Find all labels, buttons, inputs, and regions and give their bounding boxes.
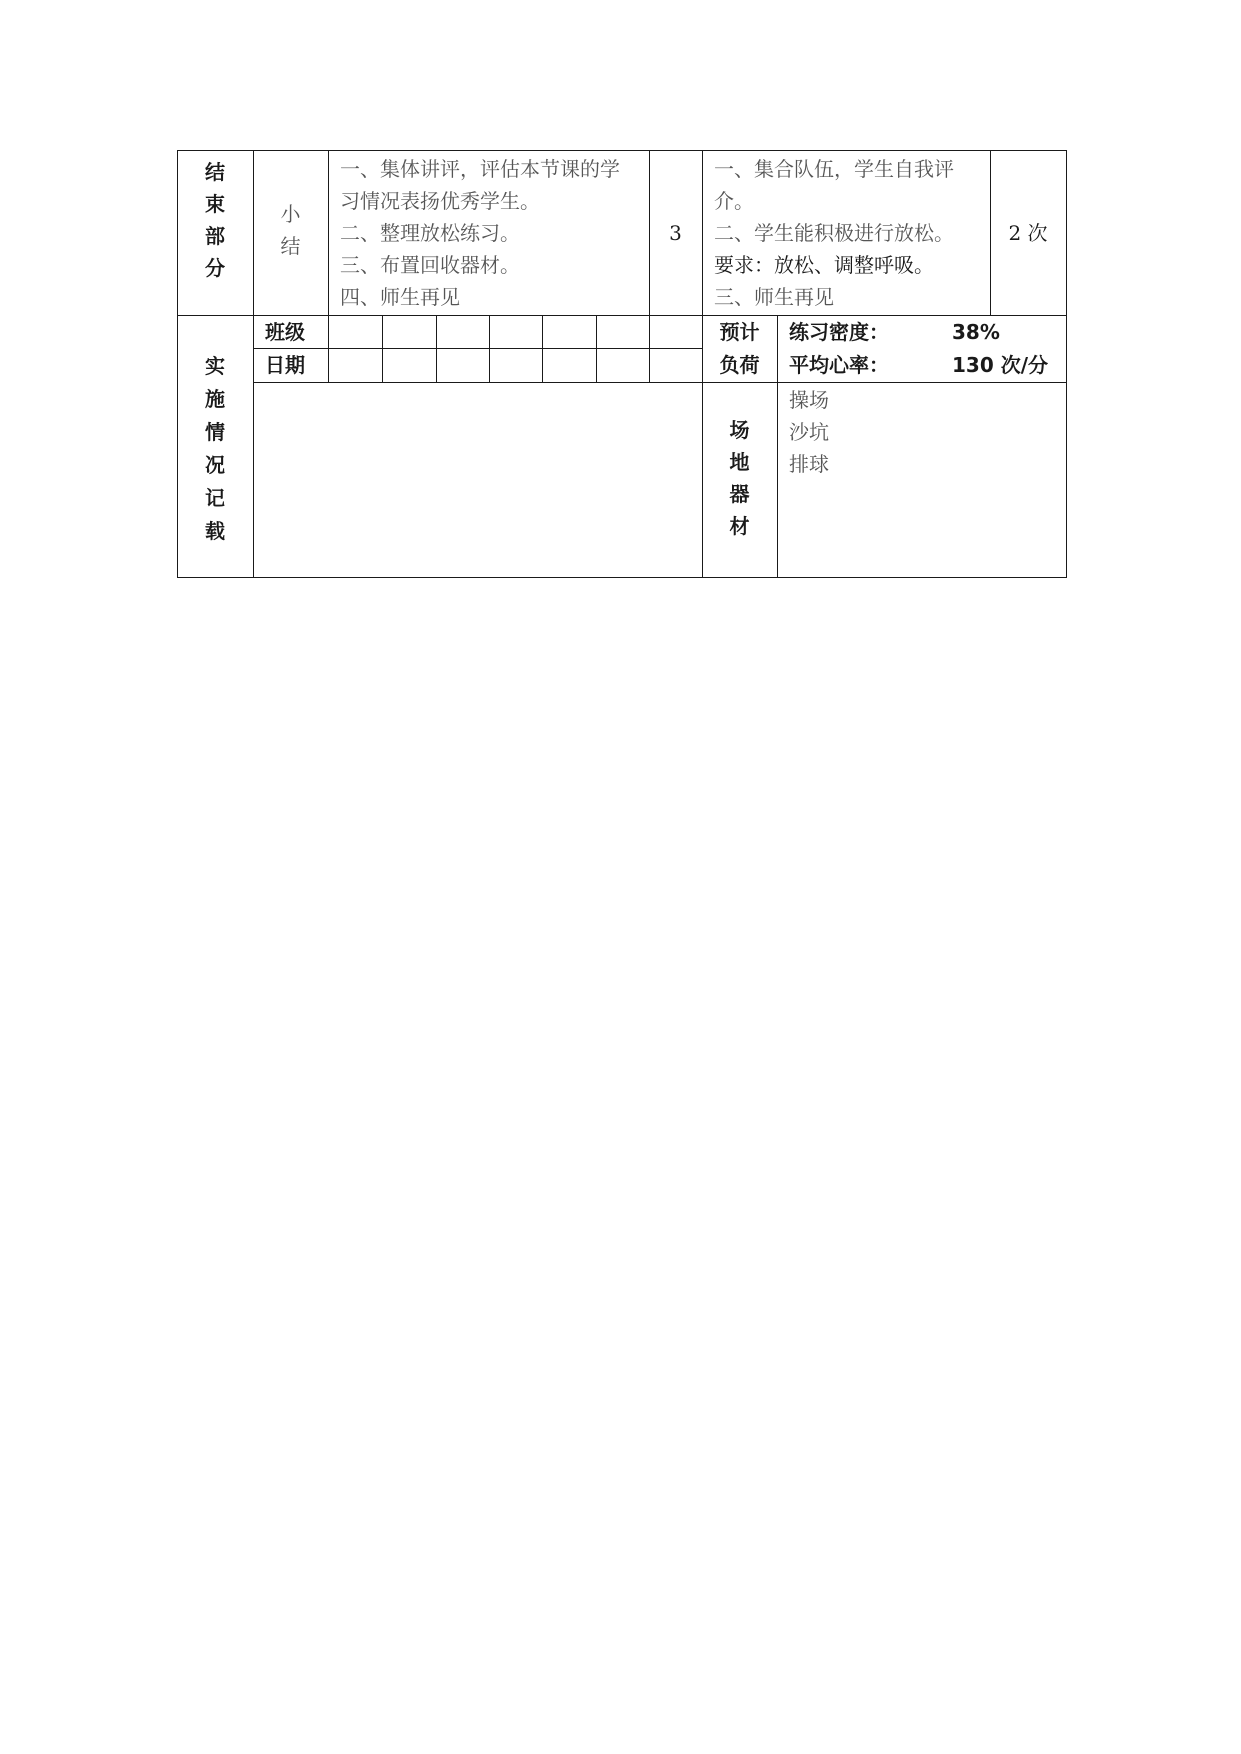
date-cell[interactable] — [490, 349, 542, 382]
heart-rate-value: 130 次/分 — [952, 353, 1049, 377]
class-label: 班级 — [265, 320, 305, 344]
student-content-line: 二、学生能积极进行放松。 — [714, 221, 954, 245]
venue-item: 排球 — [789, 452, 829, 476]
teacher-content-line: 一、集体讲评，评估本节课的学 — [340, 157, 620, 181]
teacher-content-line: 三、布置回收器材。 — [340, 253, 520, 277]
class-cell[interactable] — [650, 316, 702, 348]
teacher-content-line: 二、整理放松练习。 — [340, 221, 520, 245]
table-border-right — [1066, 150, 1067, 578]
student-content-line: 介。 — [714, 189, 754, 213]
column-divider-6 — [777, 315, 778, 578]
end-part-label: 结 束 部 分 — [205, 160, 225, 280]
class-cell[interactable] — [329, 316, 382, 348]
date-cell[interactable] — [437, 349, 489, 382]
class-cell[interactable] — [597, 316, 649, 348]
student-content-line: 一、集合队伍，学生自我评 — [714, 157, 954, 181]
record-label: 实 施 情 况 记 载 — [205, 354, 225, 543]
venue-label: 场 地 器 材 — [729, 418, 750, 538]
date-cell[interactable] — [383, 349, 436, 382]
class-cell[interactable] — [490, 316, 542, 348]
student-content-line: 要求：放松、调整呼吸。 — [714, 253, 934, 277]
density-value: 38% — [952, 320, 1000, 344]
class-cell[interactable] — [437, 316, 489, 348]
date-cell[interactable] — [650, 349, 702, 382]
date-cell[interactable] — [543, 349, 596, 382]
repetitions: 2 次 — [1008, 221, 1048, 245]
date-cell[interactable] — [329, 349, 382, 382]
density-label: 练习密度： — [789, 320, 889, 344]
load-label: 预计 负荷 — [719, 320, 760, 377]
time-minutes: 3 — [669, 221, 682, 245]
class-cell[interactable] — [543, 316, 596, 348]
activity-name: 小 结 — [280, 202, 301, 258]
teacher-content-line: 习情况表扬优秀学生。 — [340, 189, 540, 213]
table-border-bottom — [177, 577, 1067, 578]
date-label: 日期 — [265, 353, 305, 377]
heart-rate-label: 平均心率： — [789, 353, 889, 377]
venue-item: 操场 — [789, 388, 829, 412]
lesson-plan-table — [177, 150, 1067, 578]
teacher-content-line: 四、师生再见 — [340, 285, 460, 309]
student-content-line: 三、师生再见 — [714, 285, 834, 309]
venue-item: 沙坑 — [789, 420, 829, 444]
date-cell[interactable] — [597, 349, 649, 382]
implementation-notes-area[interactable] — [254, 383, 702, 577]
class-cell[interactable] — [383, 316, 436, 348]
table-border-top — [177, 150, 1067, 151]
